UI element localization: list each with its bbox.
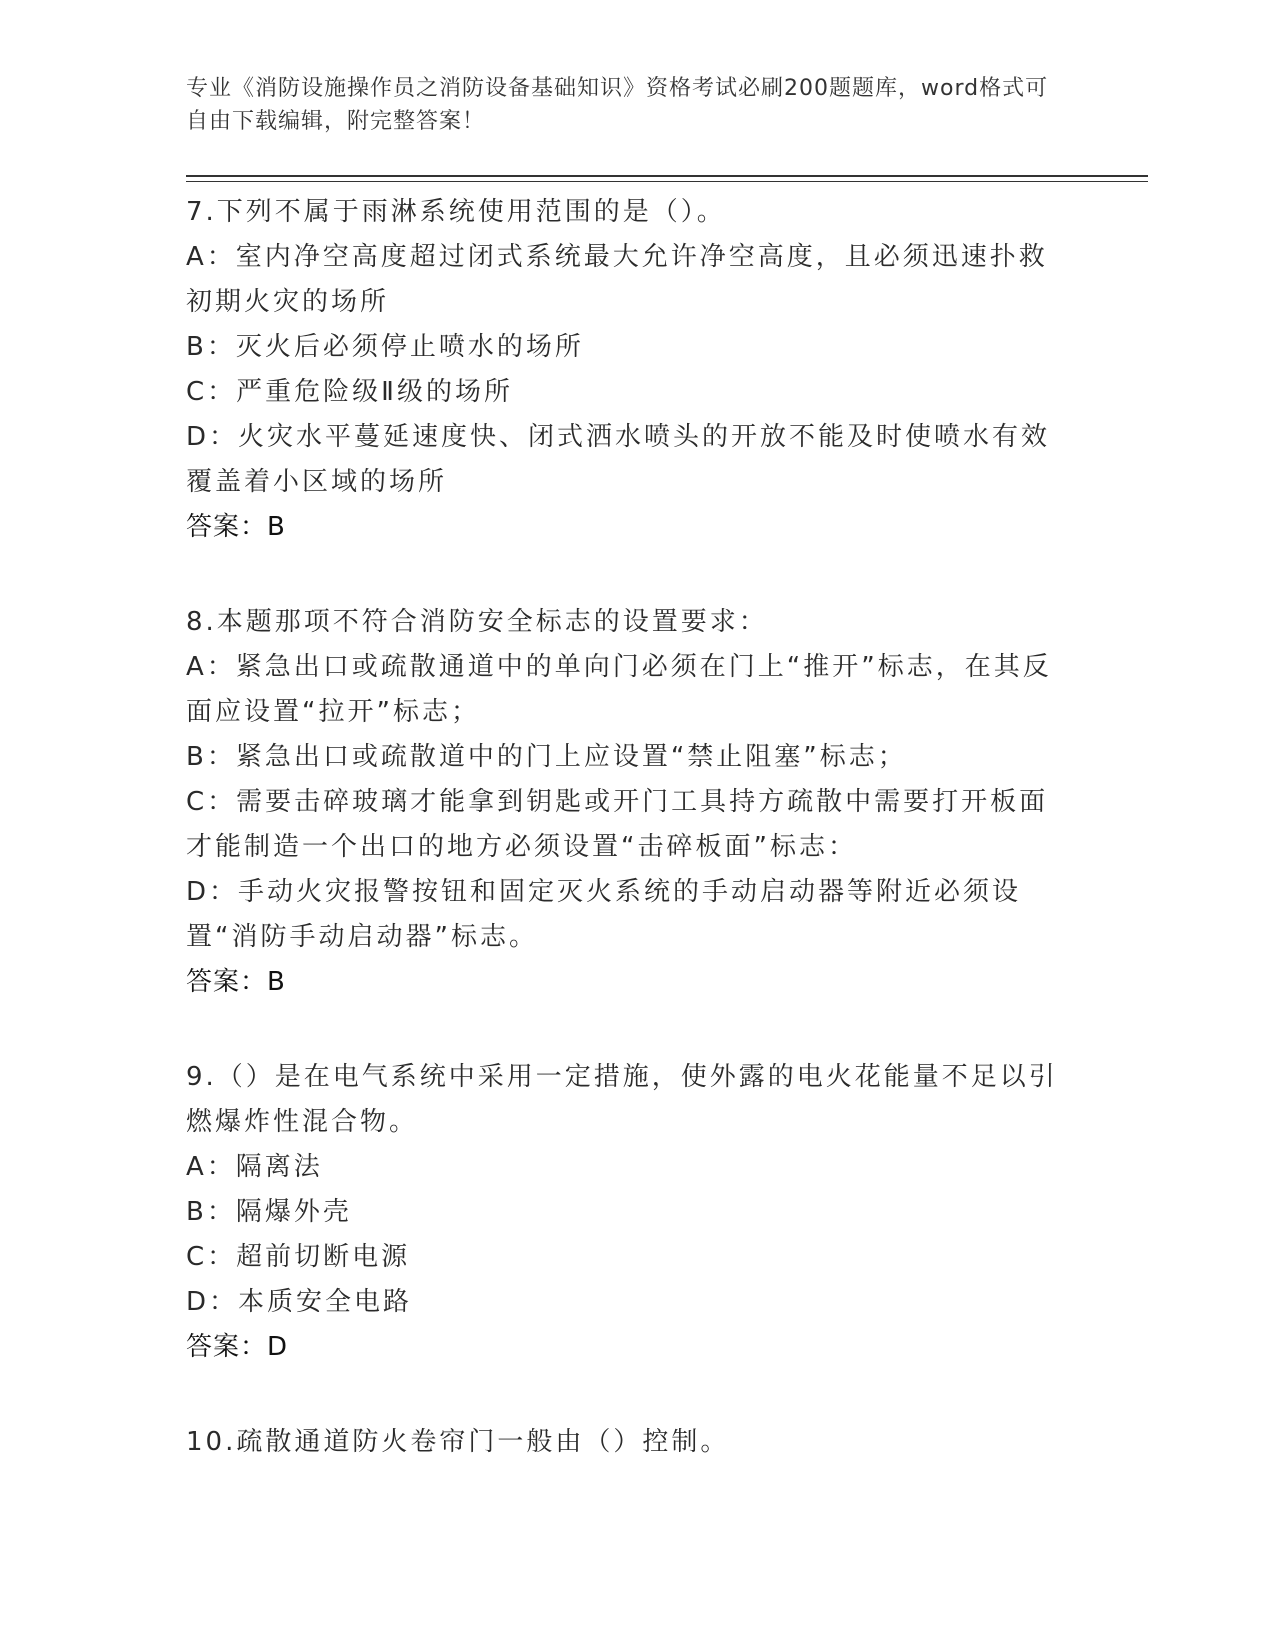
answer: 答案：D	[186, 1332, 289, 1362]
option-d: D：手动火灾报警按钮和固定灭火系统的手动启动器等附近必须设置“消防手动启动器”标志。	[186, 877, 1022, 952]
answer: 答案：B	[186, 512, 286, 542]
question-stem: 8.本题那项不符合消防安全标志的设置要求：	[186, 607, 768, 637]
option-c: C：需要击碎玻璃才能拿到钥匙或开门工具持方疏散中需要打开板面才能制造一个出口的地方必须设置“击碎板面”标志：	[186, 787, 1049, 862]
header-divider-thin	[186, 181, 1148, 182]
option-d: D：火灾水平蔓延速度快、闭式洒水喷头的开放不能及时使喷水有效覆盖着小区域的场所	[186, 422, 1051, 497]
option-a: A：隔离法	[186, 1152, 323, 1182]
question-stem: 9.（）是在电气系统中采用一定措施，使外露的电火花能量不足以引燃爆炸性混合物。	[186, 1062, 1058, 1137]
question-8	[186, 600, 1066, 1005]
question-9	[186, 1055, 1066, 1370]
question-10	[186, 1420, 1066, 1465]
document-header: 专业《消防设施操作员之消防设备基础知识》资格考试必刷200题题库，word格式可自由下载编辑，附完整答案！	[186, 76, 1049, 134]
question-stem: 10.疏散通道防火卷帘门一般由（）控制。	[186, 1427, 730, 1457]
answer: 答案：B	[186, 967, 286, 997]
question-stem: 7.下列不属于雨淋系统使用范围的是（）。	[186, 197, 726, 227]
question-7	[186, 190, 1066, 550]
option-b: B：隔爆外壳	[186, 1197, 352, 1227]
option-a: A：室内净空高度超过闭式系统最大允许净空高度，且必须迅速扑救初期火灾的场所	[186, 242, 1048, 317]
option-b: B：灭火后必须停止喷水的场所	[186, 332, 584, 362]
option-d: D：本质安全电路	[186, 1287, 413, 1317]
option-a: A：紧急出口或疏散通道中的单向门必须在门上“推开”标志，在其反面应设置“拉开”标志；	[186, 652, 1052, 727]
option-c: C：严重危险级Ⅱ级的场所	[186, 377, 513, 407]
option-b: B：紧急出口或疏散道中的门上应设置“禁止阻塞”标志；	[186, 742, 907, 772]
header-divider-thick	[186, 175, 1148, 177]
option-c: C：超前切断电源	[186, 1242, 411, 1272]
